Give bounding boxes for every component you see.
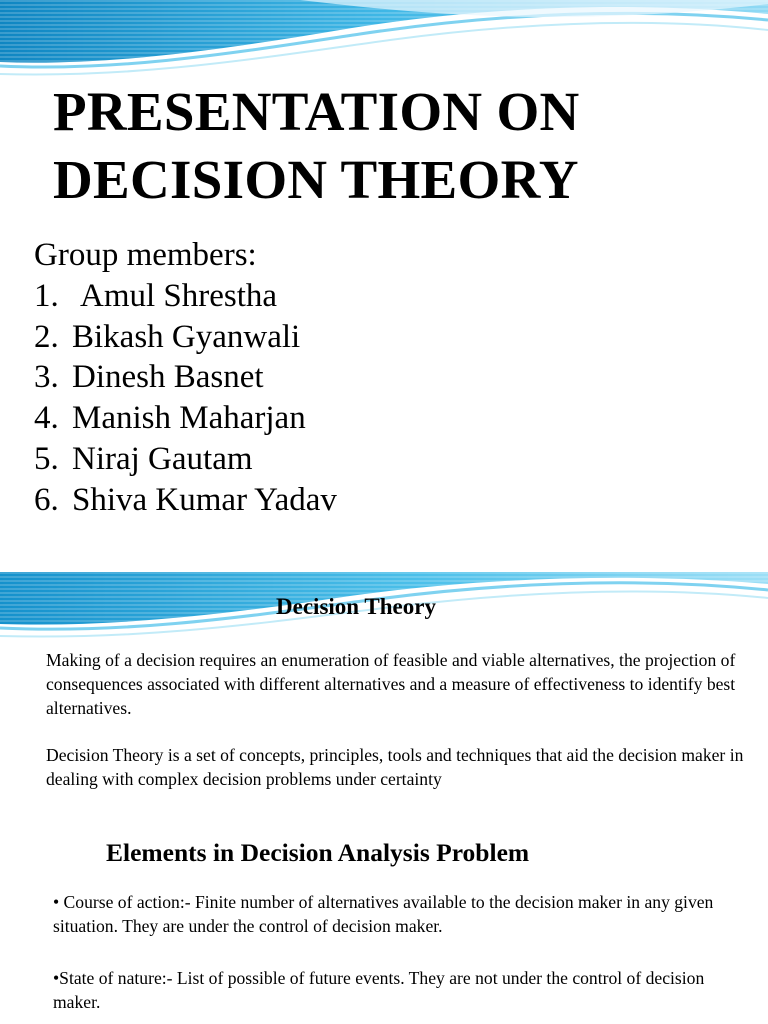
member-name: Dinesh Basnet — [72, 359, 264, 396]
member-item — [34, 317, 337, 358]
member-item — [34, 276, 337, 317]
member-number: 1. — [34, 277, 59, 314]
member-name: Shiva Kumar Yadav — [72, 481, 337, 518]
section-title: Decision Theory — [276, 594, 436, 619]
member-name: Amul Shrestha — [80, 277, 278, 314]
wave-header-decoration — [0, 0, 768, 80]
title-line-1: PRESENTATION ON — [53, 81, 580, 142]
member-number: 2. — [34, 318, 59, 355]
paragraph-definition: Making of a decision requires an enumeration of feasible and viable alternatives, the projection of consequences associated with different alternatives and a measure of effectiveness to identify best alternatives. — [46, 650, 736, 718]
member-name: Bikash Gyanwali — [72, 318, 301, 355]
bullet-state-of-nature: •State of nature:- List of possible of future events. They are not under the control of decision maker. — [53, 968, 705, 1012]
member-name: Manish Maharjan — [72, 400, 306, 437]
member-item — [34, 357, 337, 398]
slide-2 — [0, 572, 768, 1024]
members-heading: Group members: — [34, 237, 257, 273]
section-subtitle: Elements in Decision Analysis Problem — [106, 838, 530, 867]
member-name: Niraj Gautam — [72, 440, 253, 477]
bullet-course-of-action: • Course of action:- Finite number of alternatives available to the decision maker in any given situation. They are under the control of decision maker. — [53, 892, 714, 936]
group-members-list — [34, 235, 337, 521]
paragraph-decision-theory: Decision Theory is a set of concepts, principles, tools and techniques that aid the decision maker in dealing with complex decision problems under certainty — [46, 745, 744, 789]
member-number: 5. — [34, 440, 59, 477]
title-line-2: DECISION THEORY — [53, 149, 579, 210]
member-item — [34, 480, 337, 521]
member-item — [34, 398, 337, 439]
member-number: 4. — [34, 400, 59, 437]
member-item — [34, 439, 337, 480]
member-number: 3. — [34, 359, 59, 396]
slide-title — [53, 78, 580, 214]
member-number: 6. — [34, 481, 59, 518]
